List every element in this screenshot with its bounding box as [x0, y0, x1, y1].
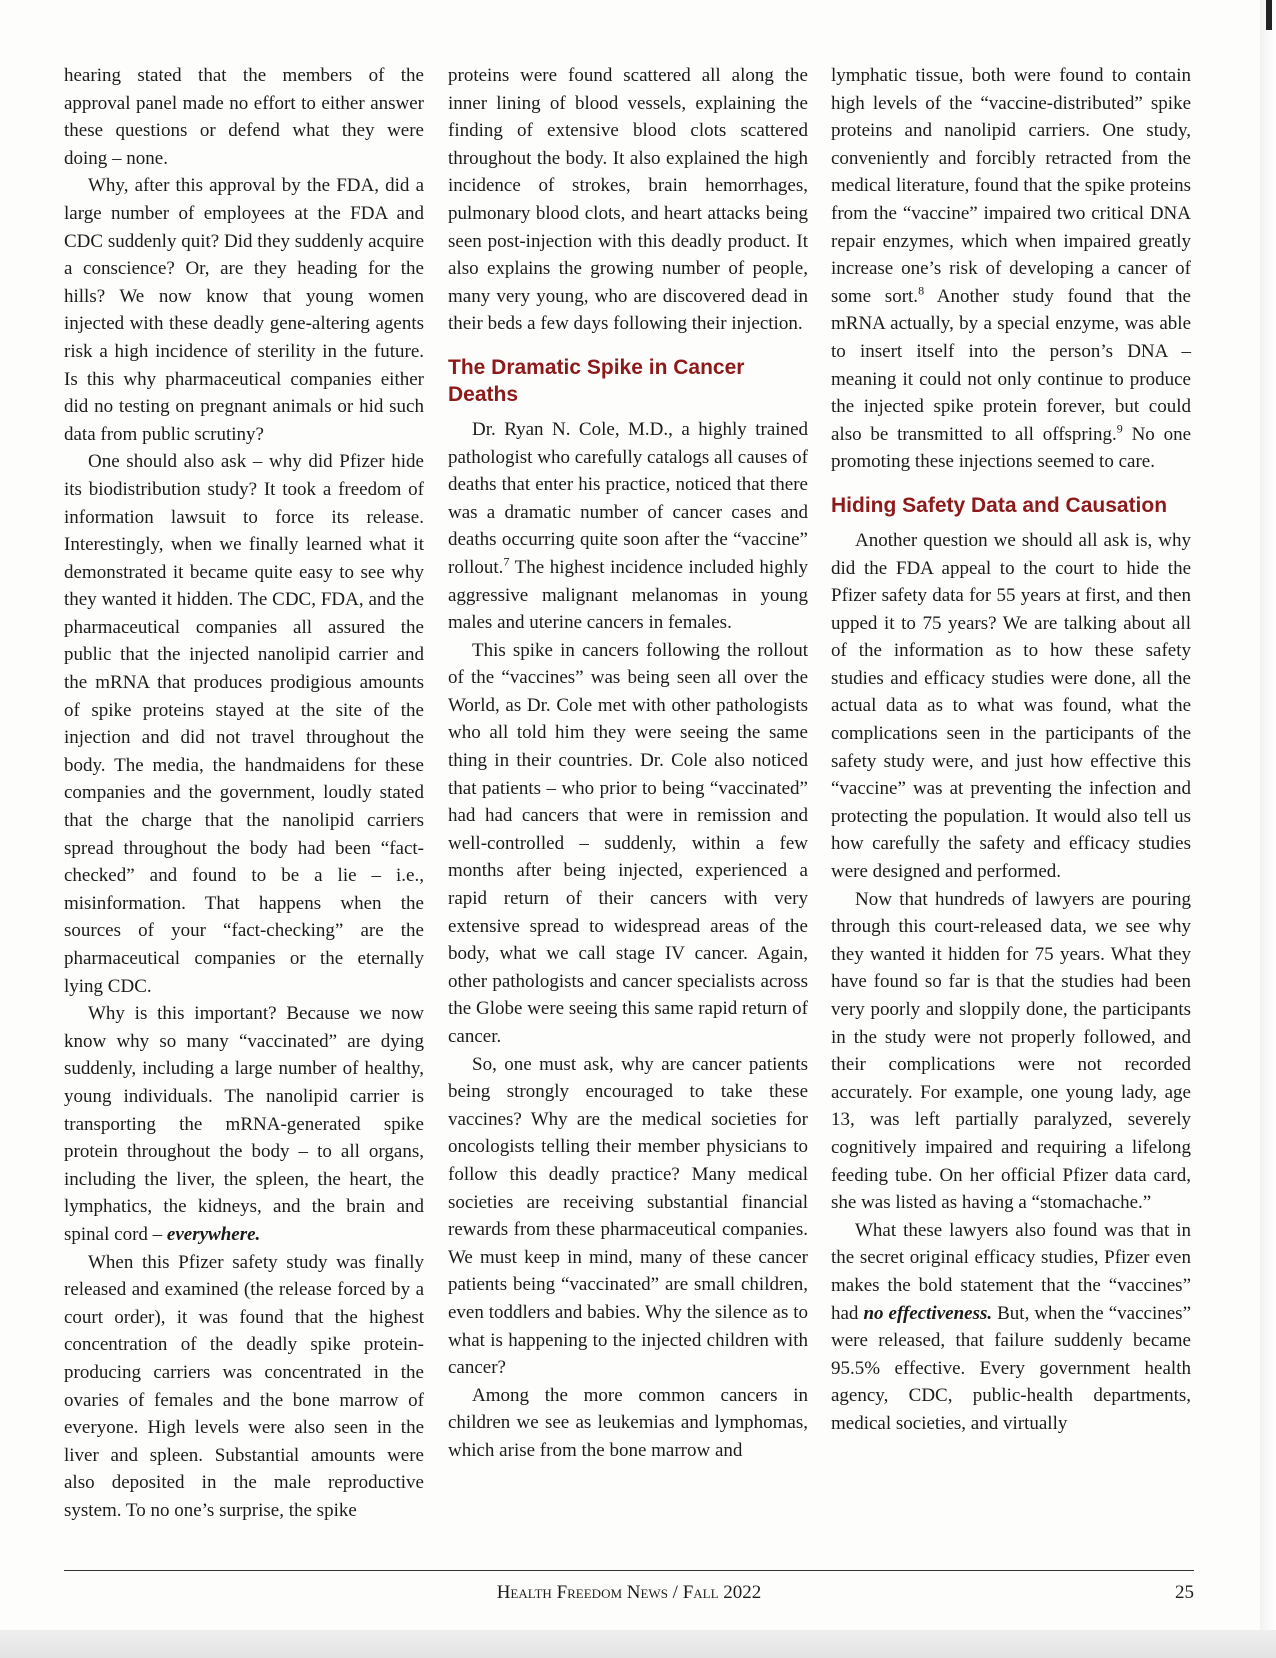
paragraph-text: Another study found that the mRNA actually, by a special enzyme, was able to insert itself into the person’s DNA – meaning it could not only continue to produce the injected spike protein forever, but could also be transmitted to all offspring.	[831, 285, 1191, 445]
page-edge	[1260, 0, 1276, 1658]
column-2	[448, 62, 808, 1465]
paragraph-text: When this Pfizer safety study was finally released and examined (the release forced by a court order), it was found that the highest concentration of the deadly spike protein-producing carriers was concentrated in the ovaries of females and the bone marrow of everyone. High levels were also seen in the liver and spleen. Substantial amounts were also deposited in the male reproductive system. To no one’s surprise, the spike	[64, 1251, 424, 1521]
column-1	[64, 62, 424, 1524]
paragraph	[831, 62, 1191, 476]
paragraph-text: hearing stated that the members of the approval panel made no effort to either answer these questions or defend what they were doing – none.	[64, 65, 424, 169]
paragraph	[448, 637, 808, 1051]
paragraph-text: Another question we should all ask is, why did the FDA appeal to the court to hide the Pfizer safety data for 55 years at first, and then upped it to 75 years? We are talking about all of the information as to how these safety studies and efficacy studies were done, all the actual data as to what was found, what the complications seen in the participants of the safety study were, and just how effective this “vaccine” was at preventing the infection and protecting the population. It would also tell us how carefully the safety and efficacy studies were designed and performed.	[831, 529, 1191, 883]
paragraph-text: Now that hundreds of lawyers are pouring through this court-released data, we see why they wanted it hidden for 75 years. What they have found so far is that the studies had been very poorly and sloppily done, the participants in the study were not properly followed, and their complications were not recorded accurately. For example, one young lady, age 13, was left partially paralyzed, severely cognitively impaired and requiring a lifelong feeding tube. On her official Pfizer data card, she was listed as having a “stomachache.”	[831, 888, 1191, 1214]
paragraph-text: This spike in cancers following the rollout of the “vaccines” was being seen all over the World, as Dr. Cole met with other pathologists who all told him they were seeing the same thing in their countries. Dr. Cole also noticed that patients – who prior to being “vaccinated” had had cancers that were in remission and well-controlled – suddenly, within a few months after being injected, experienced a rapid return of their cancers with very extensive spread to widespread areas of the body, what we call stage IV cancer. Again, other pathologists and cancer specialists across the Globe were seeing this same rapid return of cancer.	[448, 639, 808, 1047]
paragraph-text: The highest incidence included highly aggressive malignant melanomas in young males and uterine cancers in females.	[448, 556, 808, 634]
paragraph	[64, 1249, 424, 1525]
paragraph	[64, 448, 424, 1000]
paragraph-text: What these lawyers also found was that in the secret original efficacy studies, Pfizer even makes the bold statement that the “vaccines” had	[831, 1219, 1191, 1324]
column-3	[831, 62, 1191, 1438]
paragraph	[448, 62, 808, 338]
footnote-ref: 9	[1116, 421, 1123, 436]
paragraph-text: So, one must ask, why are cancer patients being strongly encouraged to take these vaccines? Why are the medical societies for oncologists telling their member physicians to follow this deadly practice? Many medical societies are receiving substantial financial rewards from these pharmaceutical companies. We must keep in mind, many of these cancer patients being “vaccinated” are small children, even toddlers and babies. Why the silence as to what is happening to the injected children with cancer?	[448, 1053, 808, 1379]
paragraph	[64, 172, 424, 448]
paragraph	[448, 416, 808, 637]
page-corner-mark	[1266, 0, 1272, 30]
scan-bottom-edge	[0, 1630, 1276, 1658]
emphasis-text: everywhere.	[166, 1223, 261, 1245]
paragraph-text: Among the more common cancers in children we see as leukemias and lymphomas, which arise from the bone marrow and	[448, 1384, 808, 1461]
paragraph-text: One should also ask – why did Pfizer hide its biodistribution study? It took a freedom of information lawsuit to force its release. Interestingly, when we finally learned what it demonstrated it became quite easy to see why they wanted it hidden. The CDC, FDA, and the pharmaceutical companies all assured the public that the injected nanolipid carrier and the mRNA that produces prodigious amounts of spike proteins stayed at the site of the injection and did not travel throughout the body. The media, the handmaidens for these companies and the government, loudly stated that the charge that the nanolipid carriers spread throughout the body had been “fact-checked” and found to be a lie – i.e., misinformation. That happens when the sources of your “fact-checking” are the pharmaceutical companies or the eternally lying CDC.	[64, 451, 424, 997]
section-heading: The Dramatic Spike in Cancer Deaths	[448, 355, 745, 406]
footnote-ref: 7	[503, 554, 510, 569]
paragraph-text: But, when the “vaccines” were released, that failure suddenly became 95.5% effective. Every government health agency, CDC, public-health departments, medical societies, and virtually	[831, 1302, 1192, 1434]
paragraph	[64, 62, 424, 172]
footnote-ref: 8	[918, 283, 925, 298]
paragraph	[831, 886, 1191, 1217]
paragraph	[831, 1217, 1191, 1438]
footer-rule	[64, 1570, 1194, 1571]
paragraph	[64, 1000, 424, 1248]
paragraph-text: Why is this important? Because we now know why so many “vaccinated” are dying suddenly, including a large number of healthy, young individuals. The nanolipid carrier is transporting the mRNA-generated spike protein throughout the body – to all organs, including the liver, the spleen, the heart, the lymphatics, the kidneys, and the brain and spinal cord –	[64, 1003, 424, 1245]
paragraph-text: Dr. Ryan N. Cole, M.D., a highly trained pathologist who carefully catalogs all causes of deaths that enter his practice, noticed that there was a dramatic number of cancer cases and deaths occurring quite soon after the “vaccine” rollout.	[448, 418, 808, 578]
paragraph	[448, 1382, 808, 1465]
paragraph-text: lymphatic tissue, both were found to contain high levels of the “vaccine-distributed” spike proteins and nanolipid carriers. One study, conveniently and forcibly retracted from the medical literature, found that the spike proteins from the “vaccine” impaired two critical DNA repair enzymes, which when impaired greatly increase one’s risk of developing a cancer of some sort.	[831, 65, 1191, 307]
section-heading: Hiding Safety Data and Causation	[831, 493, 1168, 517]
paragraph	[448, 1051, 808, 1382]
paragraph-text: proteins were found scattered all along the inner lining of blood vessels, explaining the finding of extensive blood clots scattered throughout the body. It also explained the high incidence of strokes, brain hemorrhages, pulmonary blood clots, and heart attacks being seen post-injection with this deadly product. It also explains the growing number of people, many very young, who are discovered dead in their beds a few days following their injection.	[448, 65, 808, 335]
emphasis-text: no effectiveness.	[863, 1302, 993, 1324]
paragraph-text: Why, after this approval by the FDA, did a large number of employees at the FDA and CDC suddenly quit? Did they suddenly acquire a conscience? Or, are they heading for the hills? We now know that young women injected with these deadly gene-altering agents risk a high incidence of sterility in the future. Is this why pharmaceutical companies either did no testing on pregnant animals or hid such data from public scrutiny?	[64, 175, 424, 445]
paragraph-text: No one promoting these injections seemed to care.	[831, 423, 1192, 473]
paragraph	[831, 527, 1191, 886]
publication-name: Health Freedom News / Fall 2022	[496, 1582, 762, 1603]
page-number: 25	[1175, 1582, 1194, 1603]
